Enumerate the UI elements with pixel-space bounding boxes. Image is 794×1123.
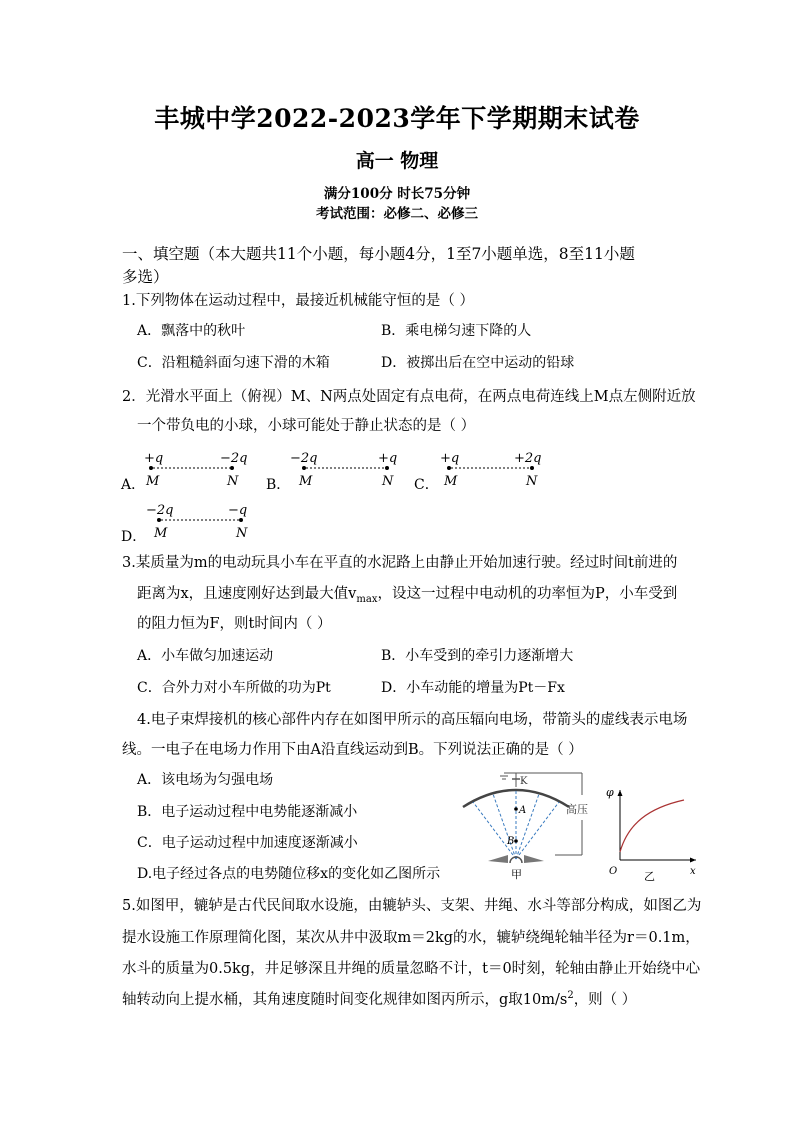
q5-line4-part1: 轴转动向上提水桶，其角速度随时间变化规律如图丙所示，g取10m/s <box>122 992 568 1008</box>
q5-line4-part2: ，则（ ） <box>573 992 637 1008</box>
jia-label-a: A <box>519 805 527 816</box>
q3-line2-part1: 距离为x，且速度刚好达到最大值v <box>137 586 357 602</box>
q2-option-a-label: A． <box>121 477 146 493</box>
q2-b-left-charge: −2q <box>290 451 318 466</box>
jia-label-k: K <box>520 776 528 787</box>
q3-line2-subscript: max <box>356 593 378 605</box>
exam-scope: 考试范围：必修二、必修三 <box>316 206 478 222</box>
section-heading <box>122 243 635 289</box>
exam-title: 丰城中学2022-2023学年下学期期末试卷 <box>154 104 640 133</box>
q3-option-d: D．小车动能的增量为Pt－Fx <box>381 680 565 696</box>
q2-d-label-n: N <box>236 526 248 541</box>
q3-stem-line2 <box>137 582 677 605</box>
q2-b-label-n: N <box>382 474 394 489</box>
q2-c-label-m: M <box>444 474 458 489</box>
yi-label-x: x <box>690 866 696 877</box>
q4-option-b: B．电子运动过程中电势能逐渐减小 <box>137 804 358 820</box>
q2-a-point-m <box>149 466 153 470</box>
q2-option-a-diagram <box>140 446 250 492</box>
q2-c-point-n <box>530 466 534 470</box>
q5-line4-superscript: 2 <box>567 990 574 1002</box>
jia-right-electrode <box>524 855 544 863</box>
q1-option-a: A．飘落中的秋叶 <box>137 323 246 339</box>
q2-c-label-n: N <box>526 474 538 489</box>
q3-line2-part2: ，设这一过程中电动机的功率恒为P，小车受到 <box>377 586 678 602</box>
q2-option-b-label: B． <box>266 477 291 493</box>
q4-figure-jia <box>455 765 605 883</box>
q2-d-point-n <box>239 518 243 522</box>
q4-option-d: D.电子经过各点的电势随位移x的变化如乙图所示 <box>137 866 441 882</box>
q1-option-d: D．被掷出后在空中运动的铅球 <box>381 355 575 371</box>
q2-a-left-charge: +q <box>144 451 164 466</box>
q2-option-c-diagram <box>436 446 554 492</box>
yi-label-o: O <box>609 866 618 877</box>
jia-field-lines <box>473 791 559 859</box>
q4-figure-yi <box>604 784 700 884</box>
q2-option-d-label: D． <box>121 529 147 545</box>
jia-label-b: B <box>507 836 515 847</box>
q2-stem-line1: 2．光滑水平面上（俯视）M、N两点处固定有点电荷，在两点电荷连线上M点左侧附近放 <box>122 389 696 405</box>
q2-d-right-charge: −q <box>228 503 248 518</box>
q3-stem-line1: 3.某质量为m的电动玩具小车在平直的水泥路上由静止开始加速行驶。经过时间t前进的 <box>122 555 678 571</box>
q5-stem-line4 <box>122 988 636 1009</box>
jia-label-hv: 高压 <box>566 803 588 816</box>
q2-b-point-n <box>385 466 389 470</box>
q2-b-label-m: M <box>299 474 313 489</box>
section-heading-line1: 一、填空题（本大题共11个小题，每小题4分，1至7小题单选，8至11小题 <box>122 245 635 263</box>
q3-option-a: A．小车做匀加速运动 <box>137 648 274 664</box>
q4-option-c: C．电子运动过程中加速度逐渐减小 <box>137 835 358 851</box>
jia-point-a <box>514 807 518 811</box>
q4-option-a: A．该电场为匀强电场 <box>137 772 274 788</box>
q2-d-left-charge: −2q <box>146 503 174 518</box>
q3-option-b: B．小车受到的牵引力逐渐增大 <box>381 648 574 664</box>
yi-label-phi: φ <box>606 786 614 799</box>
q2-d-label-m: M <box>154 526 168 541</box>
jia-left-electrode <box>488 855 508 863</box>
q4-stem-line2: 线。一电子在电场力作用下由A沿直线运动到B。下列说法正确的是（ ） <box>122 742 583 758</box>
exam-subtitle: 高一 物理 <box>355 150 439 172</box>
jia-point-b <box>514 839 518 843</box>
q2-d-point-m <box>157 518 161 522</box>
q2-a-right-charge: −2q <box>220 451 248 466</box>
q2-option-c-label: C． <box>414 477 439 493</box>
q1-option-b: B．乘电梯匀速下降的人 <box>381 323 532 339</box>
q2-b-right-charge: +q <box>378 451 398 466</box>
yi-caption: 乙 <box>644 870 655 883</box>
q2-stem-line2: 一个带负电的小球，小球可能处于静止状态的是（ ） <box>137 418 476 434</box>
q2-a-label-n: N <box>227 474 239 489</box>
yi-x-axis-arrow <box>690 858 696 863</box>
q2-option-d-diagram <box>144 498 260 544</box>
yi-curve <box>620 800 684 852</box>
exam-score-time: 满分100分 时长75分钟 <box>323 186 471 202</box>
q5-stem-line1: 5.如图甲，辘轳是古代民间取水设施，由辘轳头、支架、井绳、水斗等部分构成，如图乙为 <box>122 898 702 914</box>
q2-b-point-m <box>302 466 306 470</box>
q2-a-label-m: M <box>146 474 160 489</box>
q5-stem-line2: 提水设施工作原理简化图，某次从井中汲取m＝2kg的水，辘轳绕绳轮轴半径为r＝0.1m， <box>122 930 700 946</box>
section-heading-line2: 多选） <box>122 268 169 286</box>
q1-option-c: C．沿粗糙斜面匀速下滑的木箱 <box>137 355 330 371</box>
q2-c-point-m <box>447 466 451 470</box>
q5-stem-line3: 水斗的质量为0.5kg，井足够深且井绳的质量忽略不计，t＝0时刻，轮轴由静止开始绕中心 <box>122 961 701 977</box>
yi-y-axis-arrow <box>618 790 623 796</box>
q2-c-right-charge: +2q <box>514 451 542 466</box>
q3-option-c: C．合外力对小车所做的功为Pt <box>137 680 331 696</box>
q3-stem-line3: 的阻力恒为F，则t时间内（ ） <box>137 616 332 632</box>
q2-c-left-charge: +q <box>440 451 460 466</box>
q2-a-point-n <box>230 466 234 470</box>
q4-stem-line1: 4.电子束焊接机的核心部件内存在如图甲所示的高压辐向电场，带箭头的虚线表示电场 <box>137 712 688 728</box>
q2-option-b-diagram <box>286 446 404 492</box>
jia-caption: 甲 <box>511 868 522 881</box>
q1-stem: 1.下列物体在运动过程中，最接近机械能守恒的是（ ） <box>122 293 474 309</box>
